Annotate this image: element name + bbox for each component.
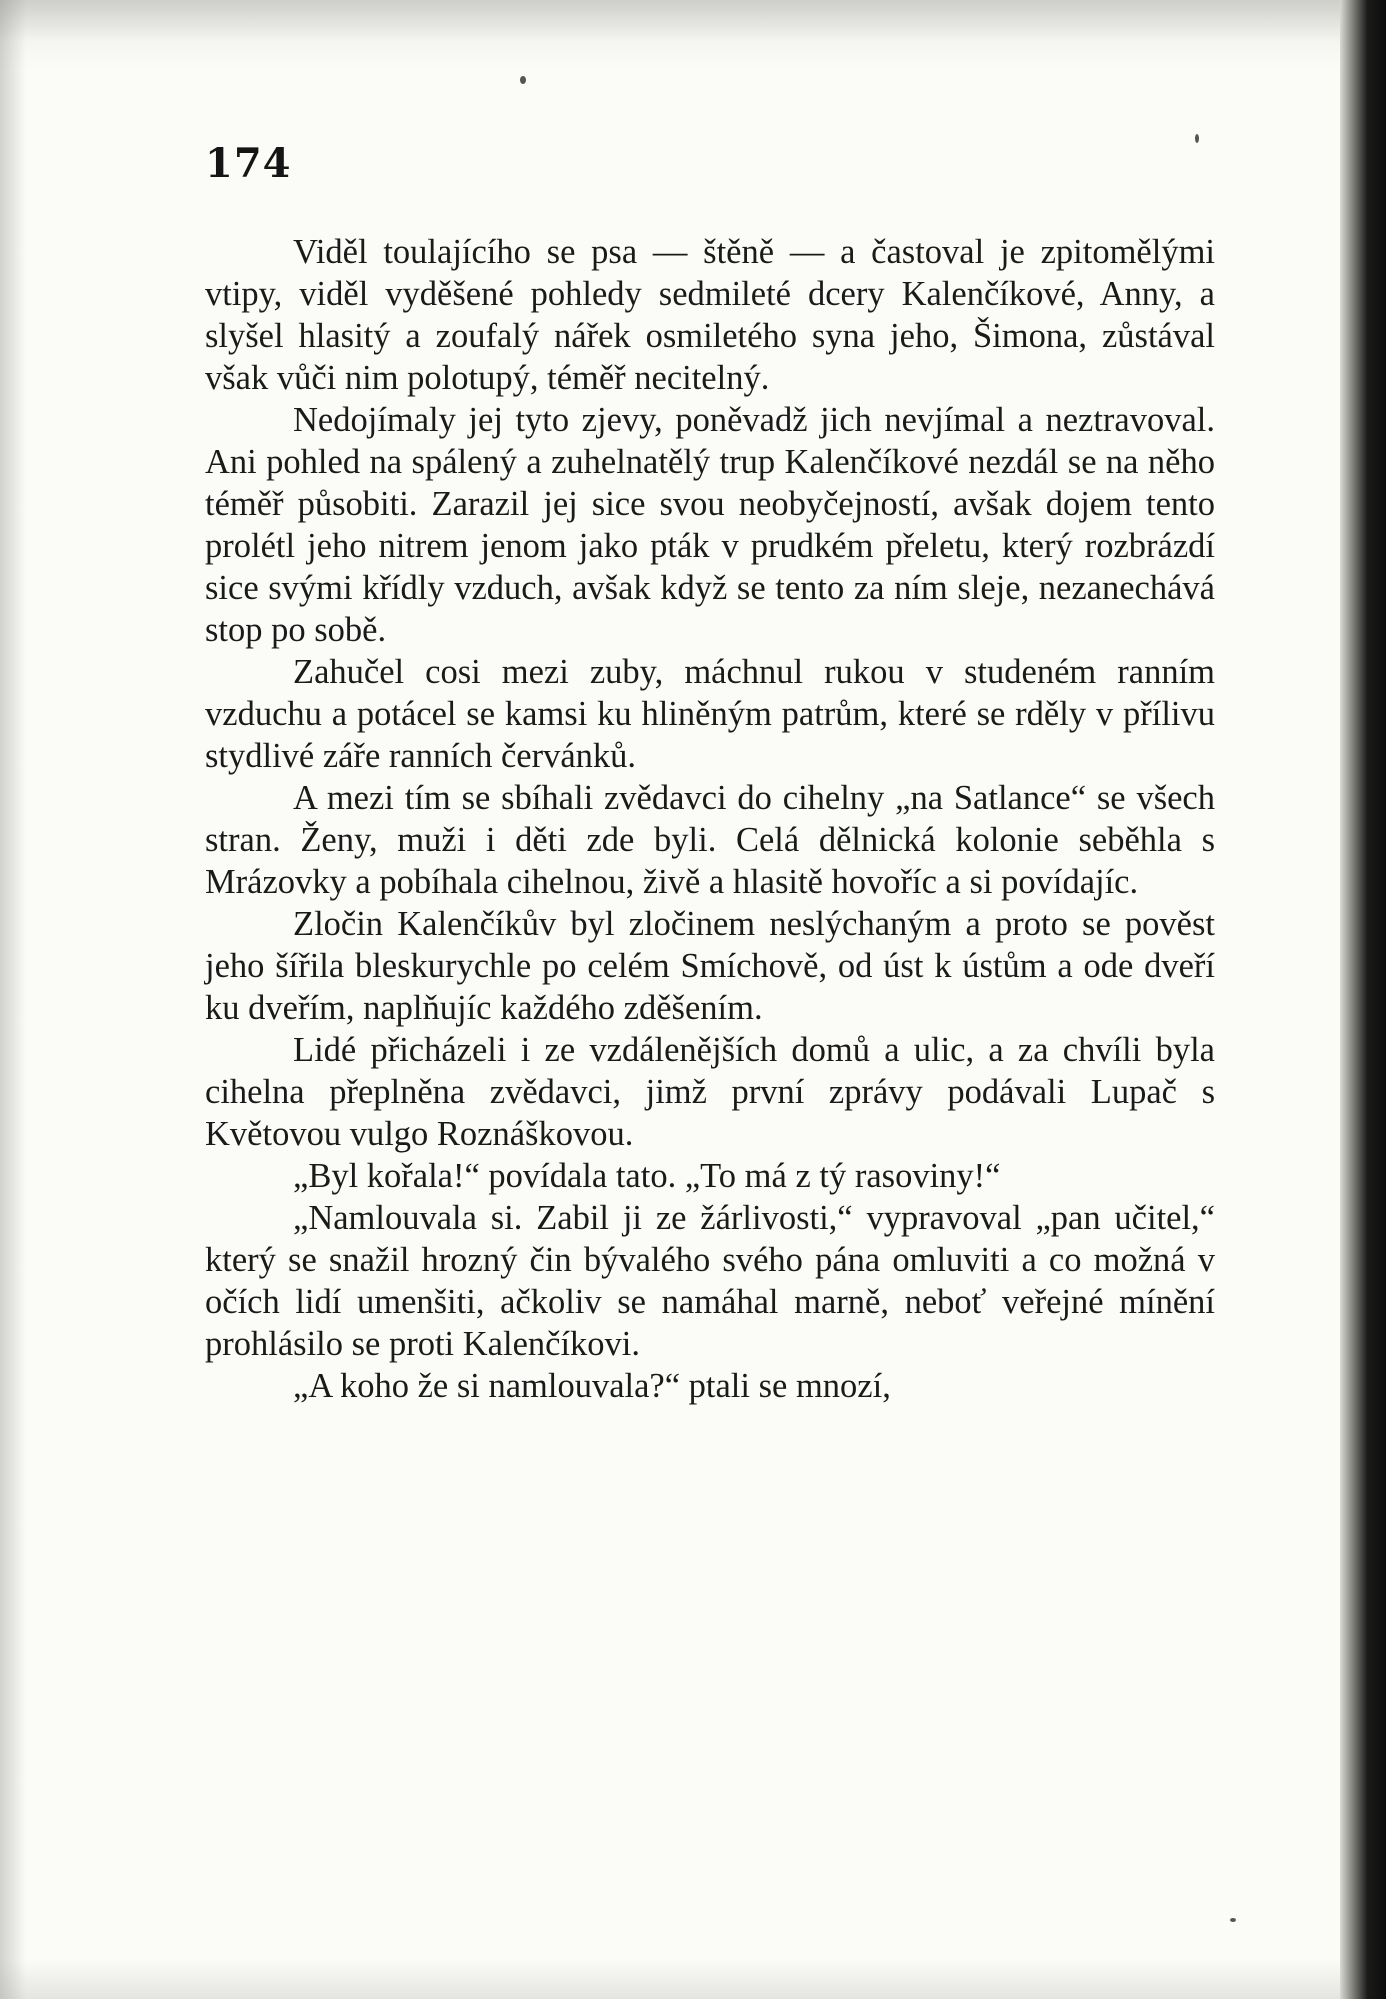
paragraph: Viděl toulajícího se psa — štěně — a častoval je zpitomělými vtipy, viděl vyděšené pohledy sedmileté dcery Kalenčíkové, Anny, a slyšel hlasitý a zoufalý nářek osmiletého syna jeho, Šimona, zůstával však vůči nim polotupý, téměř necitelný.: [205, 233, 1215, 397]
paragraph: „Namlouvala si. Zabil ji ze žárlivosti,“ vypravoval „pan učitel,“ který se snažil hrozný čin bývalého svého pána omluviti a co možná v očích lidí umenšiti, ačkoliv se namáhal marně, neboť veřejné mínění prohlásilo se proti Kalenčíkovi.: [205, 1199, 1215, 1363]
paragraph: Nedojímaly jej tyto zjevy, poněvadž jich nevjímal a neztravoval. Ani pohled na spálený a zuhelnatělý trup Kalenčíkové nezdál se na něho téměř působiti. Zarazil jej sice svou neobyčejností, avšak dojem tento prolétl jeho nitrem jenom jako pták v prudkém přeletu, který rozbrázdí sice svými křídly vzduch, avšak když se tento za ním sleje, nezanechává stop po sobě.: [205, 401, 1215, 649]
book-spine-shadow: [1340, 0, 1386, 1999]
print-speck: [520, 76, 526, 84]
paragraph: A mezi tím se sbíhali zvědavci do cihelny „na Satlance“ se všech stran. Ženy, muži i děti zde byli. Celá dělnická kolonie seběhla s Mrázovky a pobíhala cihelnou, živě a hlasitě hovoříc a si povídajíc.: [205, 779, 1215, 901]
print-speck: [1195, 134, 1199, 143]
page-bottom-shadow: [0, 1959, 1340, 1999]
paragraph: Lidé přicházeli i ze vzdálenějších domů a ulic, a za chvíli byla cihelna přeplněna zvědavci, jimž první zprávy podávali Lupač s Květovou vulgo Roznáškovou.: [205, 1031, 1215, 1153]
page-number: 174: [205, 140, 292, 187]
page-top-shadow: [0, 0, 1340, 70]
paragraph: „Byl kořala!“ povídala tato. „To má z tý rasoviny!“: [293, 1157, 1001, 1195]
print-speck: [1230, 1918, 1236, 1922]
body-text: [205, 231, 1215, 1407]
paragraph: Zahučel cosi mezi zuby, máchnul rukou v studeném ranním vzduchu a potácel se kamsi ku hliněným patrům, které se rděly v přílivu stydlivé záře ranních červánků.: [205, 653, 1215, 775]
paragraph: „A koho že si namlouvala?“ ptali se mnozí,: [293, 1367, 891, 1405]
paragraph: Zločin Kalenčíkův byl zločinem neslýchaným a proto se pověst jeho šířila bleskurychle po celém Smíchově, od úst k ústům a ode dveří ku dveřím, naplňujíc každého zděšením.: [205, 905, 1215, 1027]
page-left-shadow: [0, 0, 26, 1999]
